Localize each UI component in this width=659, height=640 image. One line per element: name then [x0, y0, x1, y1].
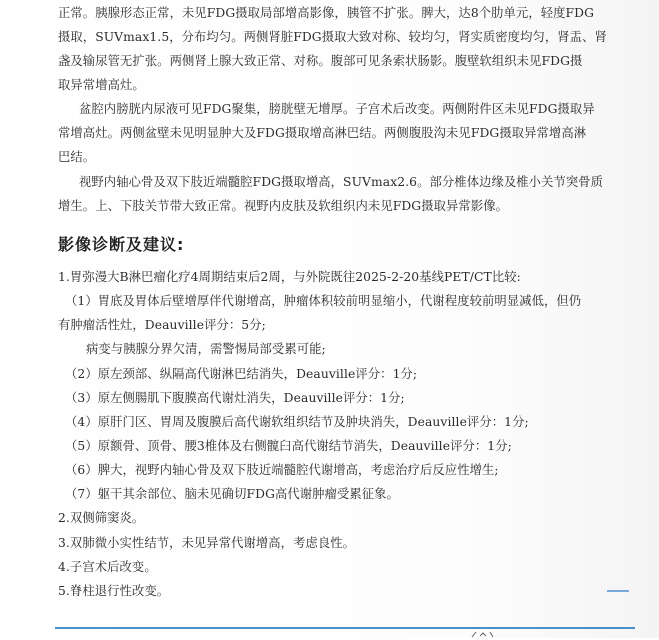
diagnosis-line: （3）原左侧腸肌下腹膜高代谢灶消失，Deauville评分：1分; — [65, 391, 405, 405]
findings-line: 取异常增高灶。 — [58, 78, 145, 92]
diagnosis-line: （6）脾大，视野内轴心骨及双下肢近端髓腔代谢增高，考虑治疗后反应性增生; — [65, 463, 499, 477]
diagnosis-line: （5）原额骨、顶骨、腰3椎体及右侧髋臼高代谢结节消失，Deauville评分：1分; — [65, 439, 512, 453]
diagnosis-line: （7）躯干其余部位、脑未见确切FDG高代谢肿瘤受累征象。 — [65, 487, 399, 501]
diagnosis-line: （1）胃底及胃体后壁增厚伴代谢增高，肿瘤体积较前明显缩小，代谢程度较前明显减低，但仍 — [65, 294, 582, 308]
footer-divider — [55, 627, 635, 629]
findings-line: 正常。胰腺形态正常，未见FDG摄取局部增高影像，胰管不扩张。脾大，达8个肋单元，轻度FDG — [58, 6, 595, 20]
cut-off-glyph — [470, 630, 496, 638]
findings-line: 视野内轴心骨及双下肢近端髓腔FDG摄取增高，SUVmax2.6。部分椎体边缘及椎小关节突骨质 — [79, 175, 604, 189]
diagnosis-line: 2.双侧筛窦炎。 — [58, 511, 145, 525]
diagnosis-line: 4.子宫术后改变。 — [58, 560, 157, 574]
diagnosis-line: 病变与胰腺分界欠清，需警惕局部受累可能; — [86, 342, 326, 356]
diagnosis-line: （2）原左颈部、纵隔高代谢淋巴结消失，Deauville评分：1分; — [65, 367, 418, 381]
diagnosis-line: 有肿瘤活性灶，Deauville评分：5分; — [58, 318, 266, 332]
findings-line: 巴结。 — [58, 150, 96, 164]
diagnosis-line: 1.胃弥漫大B淋巴瘤化疗4周期结束后2周，与外院既往2025-2-20基线PET/CT比较: — [58, 270, 521, 284]
findings-line: 盆腔内膀胱内尿液可见FDG聚集，膀胱壁无增厚。子宫术后改变。两侧附件区未见FDG摄取异 — [79, 102, 595, 116]
findings-line: 常增高灶。两侧盆壁未见明显肿大及FDG摄取增高淋巴结。两侧腹股沟未见FDG摄取异常增高淋 — [58, 126, 587, 140]
findings-line: 增生。上、下肢关节带大致正常。视野内皮肤及软组织内未见FDG摄取异常影像。 — [58, 199, 509, 213]
diagnosis-line: 3.双肺微小实性结节，未见异常代谢增高，考虑良性。 — [58, 536, 356, 550]
findings-line: 摄取，SUVmax1.5，分布均匀。两侧肾脏FDG摄取大致对称、较均匀，肾实质密度均匀，肾盂、肾 — [58, 30, 607, 44]
diagnosis-line: 5.脊柱退行性改变。 — [58, 584, 170, 598]
findings-line: 盏及输尿管无扩张。两侧肾上腺大致正常、对称。腹部可见条索状肠影。腹壁软组织未见FDG摄 — [58, 54, 583, 68]
diagnosis-heading: 影像诊断及建议: — [58, 235, 185, 254]
diagnosis-line: （4）原肝门区、胃周及腹膜后高代谢软组织结节及肿块消失，Deauville评分：1分; — [65, 415, 529, 429]
margin-mark — [607, 590, 629, 592]
